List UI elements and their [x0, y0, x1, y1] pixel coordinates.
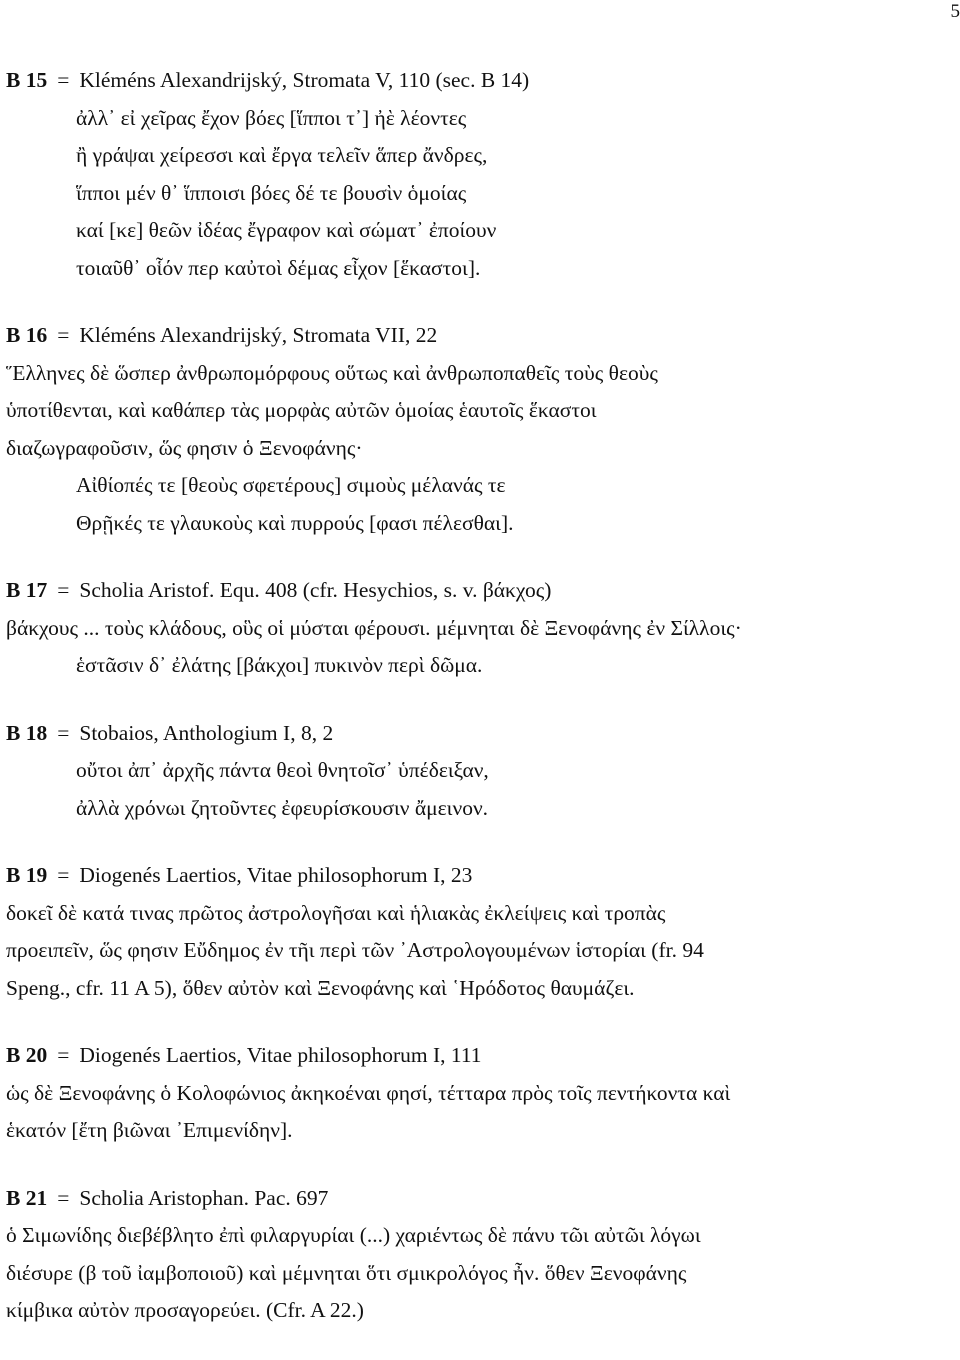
verse-line: ἵπποι μέν θ᾽ ἵπποισι βόες δέ τε βουσὶν ὁμοίας [76, 180, 467, 205]
equals-sign: = [57, 863, 70, 887]
verse-line: τοιαῦθ᾽ οἷόν περ καὐτοὶ δέμας εἶχον [ἕκαστοι]. [76, 255, 481, 280]
fragment-label: B 18 [6, 720, 48, 745]
fragment-label: B 20 [6, 1043, 48, 1067]
prose-line: δοκεῖ δὲ κατά τινας πρῶτος ἀστρολογῆσαι καὶ ἡλιακὰς ἐκλείψεις καὶ τροπὰς [6, 900, 666, 925]
fragment-label: B 19 [6, 863, 48, 887]
fragment-b18 [6, 715, 952, 828]
fragment-heading [6, 62, 952, 100]
fragment-heading [6, 572, 952, 610]
fragment-label: B 21 [6, 1185, 48, 1210]
prose-line: Speng., cfr. 11 A 5), ὅθεν αὐτὸν καὶ Ξενοφάνης καὶ ῾Ηρόδοτος θαυμάζει. [6, 975, 635, 1000]
verse-line: οὔτοι ἀπ᾽ ἀρχῆς πάντα θεοὶ θνητοῖσ᾽ ὑπέδειξαν, [76, 758, 489, 782]
fragment-source: Stobaios, Anthologium I, 8, 2 [79, 720, 334, 745]
equals-sign: = [57, 720, 70, 745]
fragment-source: Diogenés Laertios, Vitae philosophorum I, 23 [79, 863, 473, 887]
fragment-heading [6, 317, 952, 355]
fragment-heading [6, 1037, 952, 1075]
verse-line: ἀλλ᾽ εἰ χεῖρας ἔχον βόες [ἵπποι τ᾽] ἠὲ λέοντες [76, 105, 467, 130]
fragment-label: B 17 [6, 578, 48, 602]
prose-line: ἑκατόν [ἔτη βιῶναι ᾽Επιμενίδην]. [6, 1118, 293, 1142]
fragment-source: Kléméns Alexandrijský, Stromata V, 110 (sec. B 14) [79, 68, 530, 92]
equals-sign: = [57, 323, 70, 347]
fragment-source: Scholia Aristof. Equ. 408 (cfr. Hesychios, s. v. βάκχος) [79, 578, 552, 602]
verse-line: Θρῇκές τε γλαυκοὺς καὶ πυρρούς [φασι πέλεσθαι]. [76, 510, 514, 535]
fragment-source: Diogenés Laertios, Vitae philosophorum I, 111 [79, 1043, 482, 1067]
fragment-b20 [6, 1037, 952, 1150]
equals-sign: = [57, 1185, 70, 1210]
prose-line: προειπεῖν, ὥς φησιν Εὔδημος ἐν τῆι περὶ τῶν ᾽Αστρολογουμένων ἱστορίαι (fr. 94 [6, 938, 704, 962]
verse-line: ἑστᾶσιν δ᾽ ἐλάτης [βάκχοι] πυκινὸν περὶ δῶμα. [76, 653, 483, 677]
fragment-heading [6, 1180, 952, 1218]
prose-line: ὡς δὲ Ξενοφάνης ὁ Κολοφώνιος ἀκηκοέναι φησί, τέτταρα πρὸς τοῖς πεντήκοντα καὶ [6, 1080, 731, 1105]
fragment-b15 [6, 62, 952, 287]
fragment-b16 [6, 317, 952, 542]
fragment-b19 [6, 857, 952, 1007]
verse-line: Αἰθίοπές τε [θεοὺς σφετέρους] σιμοὺς μέλανάς τε [76, 473, 506, 497]
fragment-label: B 15 [6, 68, 48, 92]
verse-line: καί [κε] θεῶν ἰδέας ἔγραφον καὶ σώματ᾽ ἐποίουν [76, 218, 497, 242]
prose-line: βάκχους ... τοὺς κλάδους, οὓς οἱ μύσται φέρουσι. μέμνηται δὲ Ξενοφάνης ἐν Σίλλοις· [6, 615, 742, 640]
document-body [6, 62, 952, 1360]
verse-line: ἢ γράψαι χείρεσσι καὶ ἔργα τελεῖν ἅπερ ἄνδρες, [76, 143, 488, 167]
verse-line: ἀλλὰ χρόνωι ζητοῦντες ἐφευρίσκουσιν ἄμεινον. [76, 795, 489, 820]
page-number: 5 [950, 1, 960, 22]
equals-sign: = [57, 578, 70, 602]
prose-line: διέσυρε (β τοῦ ἰαμβοποιοῦ) καὶ μέμνηται ὅτι σμικρολόγος ἦν. ὅθεν Ξενοφάνης [6, 1260, 687, 1285]
prose-line: διαζωγραφοῦσιν, ὥς φησιν ὁ Ξενοφάνης· [6, 435, 363, 460]
equals-sign: = [57, 1043, 70, 1067]
prose-line: ὑποτίθενται, καὶ καθάπερ τὰς μορφὰς αὐτῶν ὁμοίας ἑαυτοῖς ἕκαστοι [6, 398, 597, 422]
fragment-b21 [6, 1180, 952, 1330]
fragment-heading [6, 857, 952, 895]
prose-line: Ἕλληνες δὲ ὥσπερ ἀνθρωπομόρφους οὕτως καὶ ἀνθρωποπαθεῖς τοὺς θεοὺς [6, 360, 658, 385]
fragment-b17 [6, 572, 952, 685]
fragment-heading [6, 715, 952, 753]
fragment-label: B 16 [6, 323, 48, 347]
fragment-source: Scholia Aristophan. Pac. 697 [79, 1185, 329, 1210]
prose-line: ὁ Σιμωνίδης διεβέβλητο ἐπὶ φιλαργυρίαι (...) χαριέντως δὲ πάνυ τῶι αὐτῶι λόγωι [6, 1223, 701, 1247]
prose-line: κίμβικα αὐτὸν προσαγορεύει. (Cfr. A 22.) [6, 1298, 364, 1322]
equals-sign: = [57, 68, 70, 92]
fragment-source: Kléméns Alexandrijský, Stromata VII, 22 [79, 323, 438, 347]
